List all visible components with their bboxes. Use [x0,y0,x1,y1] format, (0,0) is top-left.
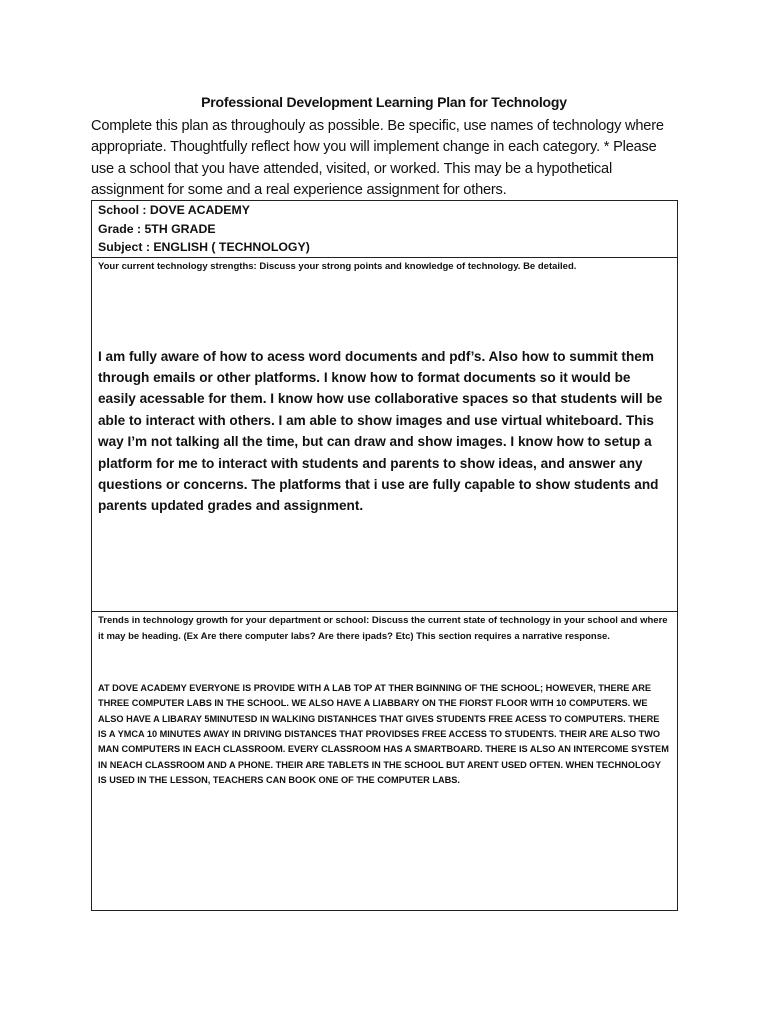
trends-answer: AT DOVE ACADEMY EVERYONE IS PROVIDE WITH A LAB TOP AT THER BGINNING OF THE SCHOOL; HOWEVER, THERE ARE THREE COMPUTER LABS IN THE SCHOOL. WE ALSO HAVE A LIABBARY ON THE FIORST FLOOR WITH 10 COMPUTERS. WE ALSO HAVE A LIBARAY 5MINUTESD IN WALKING DISTANHCES THAT GIVES STUDENTS FREE ACESS TO COMPUTERS. THERE IS A YMCA 10 MINUTES AWAY IN DRIVING DISTANCES THAT PROVIDSES FREE ACCESS TO STUDENTS. THEIR ARE ALSO TWO MAN COMPUTERS IN EACH CLASSROOM. EVERY CLASSROOM HAS A SMARTBOARD. THERE IS ALSO AN INTERCOME SYSTEM IN NEACH CLASSROOM AND A PHONE. THEIR ARE TABLETS IN THE SCHOOL BUT ARENT USED OFTEN. WHEN TECHNOLOGY IS USED IN THE LESSON, TEACHERS CAN BOOK ONE OF THE COMPUTER LABS. [98,683,669,785]
trends-cell [92,612,678,911]
document-title: Professional Development Learning Plan for Technology [201,94,567,110]
grade-line: Grade : 5TH GRADE [98,221,216,236]
trends-row [92,612,678,911]
plan-table [91,200,678,911]
school-line: School : DOVE ACADEMY [98,203,250,217]
info-cell [92,201,678,258]
strengths-row [92,258,678,612]
subject-line: Subject : ENGLISH ( TECHNOLOGY) [98,240,310,255]
strengths-cell [92,258,678,612]
strengths-prompt: Your current technology strengths: Discuss your strong points and knowledge of technology. Be detailed. [98,261,577,273]
trends-prompt: Trends in technology growth for your department or school: Discuss the current state of technology in your school and where it may be heading. (Ex Are there computer labs? Are there ipads? Etc) This section requires a narrative response. [98,615,668,642]
strengths-answer: I am fully aware of how to acess word documents and pdf’s. Also how to summit them through emails or other platforms. I know how to format documents so it would be easily acessable for them. I know how use collaborative spaces so that students will be able to interact with others. I am able to show images and use virtual whiteboard. This way I’m not talking all the time, but can draw and show images. I know how to setup a platform for me to interact with students and parents to show ideas, and answer any questions or concerns. The platforms that i use are fully capable to show students and parents updated grades and assignment. [98,348,663,514]
info-row [92,201,678,258]
intro-paragraph: Complete this plan as throughouly as possible. Be specific, use names of technology where appropriate. Thoughtfully reflect how you will implement change in each category. * Please use a school that you have attended, visited, or worked. This may be a hypothetical assignment for some and a real experience assignment for others. [91,118,664,198]
